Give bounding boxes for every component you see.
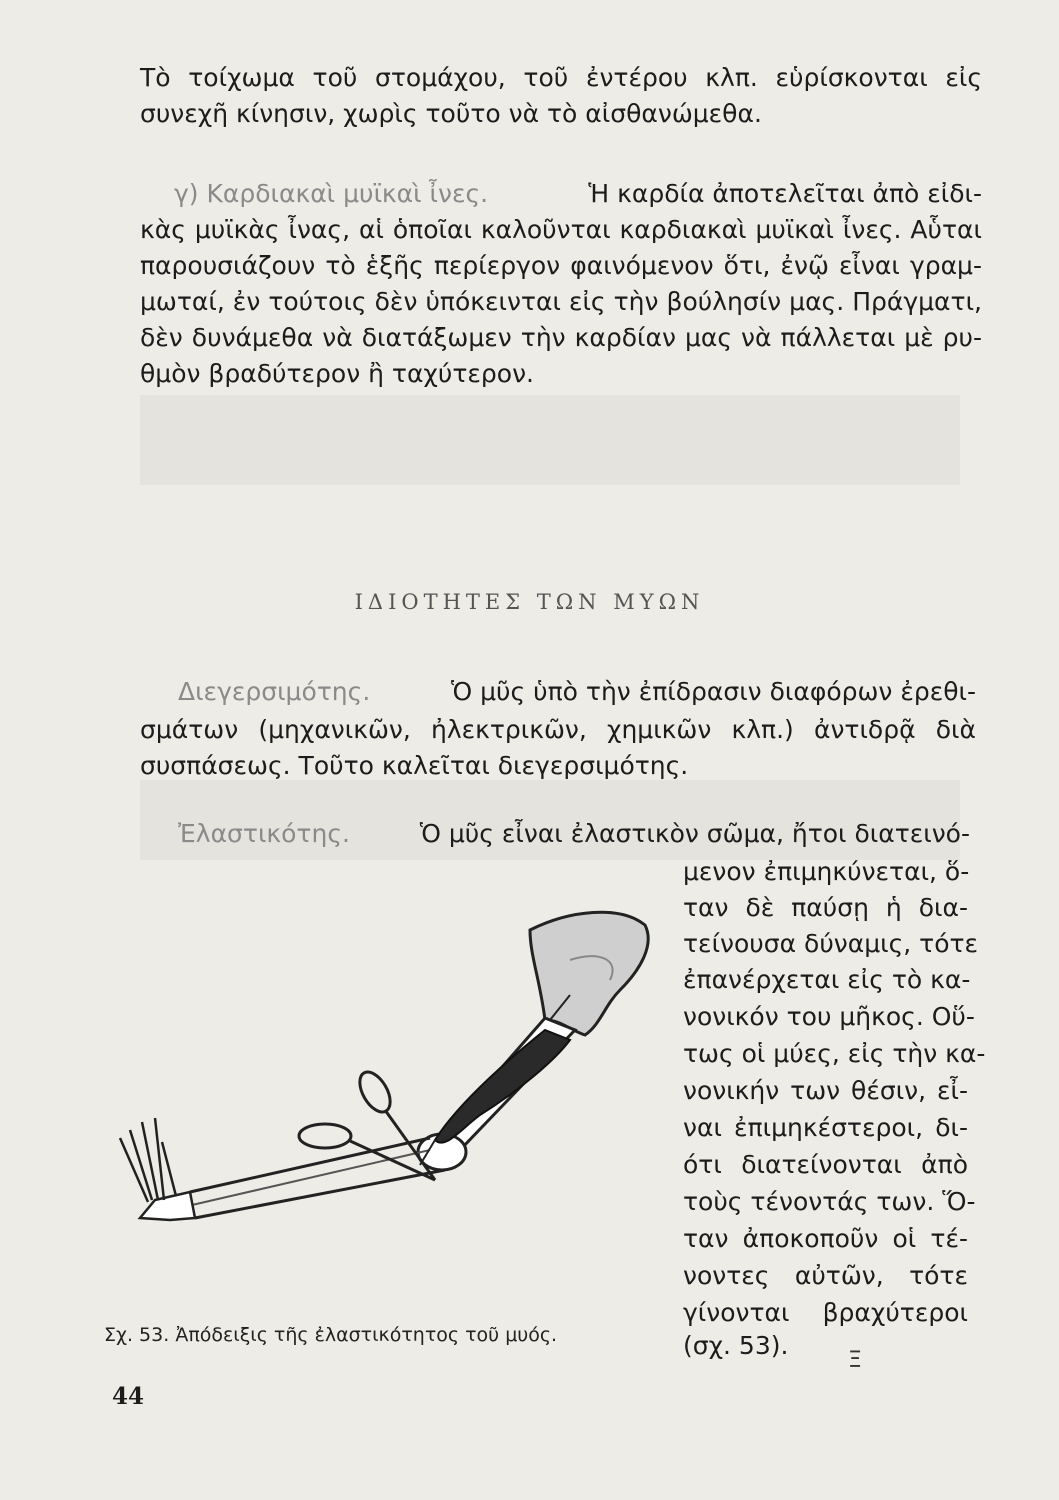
paragraph-2-line: δὲν δυνάμεθα νὰ διατάξωμεν τὴν καρδίαν μας νὰ πάλλεται μὲ ρυ- <box>140 323 982 352</box>
paragraph-4-line: τοὺς τένοντάς των. Ὅ- <box>683 1187 976 1216</box>
subsection-lead: γ) Καρδιακαὶ μυϊκαὶ ἶνες. <box>174 179 489 208</box>
paragraph-2-text: Ἡ καρδία ἀποτελεῖται ἀπὸ εἰδι- <box>588 179 982 208</box>
property-lead: Ἐλαστικότης. <box>178 819 350 848</box>
paragraph-2-line: κὰς μυϊκὰς ἶνας, αἱ ὁποῖαι καλοῦνται καρδιακαὶ μυϊκαὶ ἶνες. Αὗται <box>140 215 982 244</box>
bleed-through-shadow <box>140 395 960 485</box>
paragraph-4-first-line <box>178 818 970 850</box>
figure-caption: Σχ. 53. Ἀπόδειξις τῆς ἐλαστικότητος τοῦ μυός. <box>104 1324 558 1346</box>
paragraph-2-line: μωταί, ἐν τούτοις δὲν ὑπόκεινται εἰς τὴν βούλησίν μας. Πράγματι, <box>140 287 982 316</box>
margin-mark: Ξ <box>848 1348 862 1373</box>
paragraph-4-line: νοντες αὐτῶν, τότε <box>683 1261 968 1290</box>
paragraph-4-line: μενον ἐπιμηκύνεται, ὅ- <box>683 857 970 886</box>
paragraph-4-line: νονικήν των θέσιν, εἶ- <box>683 1076 968 1105</box>
paragraph-4-line: (σχ. 53). <box>683 1331 789 1360</box>
paragraph-3-first-line <box>178 676 976 708</box>
paragraph-1-line: Τὸ τοίχωμα τοῦ στομάχου, τοῦ ἐντέρου κλπ. εὑρίσκονται εἰς <box>140 63 982 92</box>
page-number: 44 <box>112 1383 145 1410</box>
paragraph-2-line: θμὸν βραδύτερον ἢ ταχύτερον. <box>140 359 534 388</box>
paragraph-4-line: γίνονται βραχύτεροι <box>683 1298 968 1327</box>
paragraph-3-line: σμάτων (μηχανικῶν, ἠλεκτρικῶν, χημικῶν κλπ.) ἀντιδρᾷ διὰ <box>140 715 976 744</box>
paragraph-4-line: τως οἱ μύες, εἰς τὴν κα- <box>683 1039 986 1068</box>
arm-muscle-illustration <box>100 900 660 1230</box>
paragraph-1-line: συνεχῆ κίνησιν, χωρὶς τοῦτο νὰ τὸ αἰσθανώμεθα. <box>140 99 762 128</box>
paragraph-2-first-line <box>174 178 982 210</box>
paragraph-3-text: Ὁ μῦς ὑπὸ τὴν ἐπίδρασιν διαφόρων ἐρεθι- <box>451 677 976 706</box>
paragraph-4-line: ἐπανέρχεται εἰς τὸ κα- <box>683 965 971 994</box>
paragraph-4-line: ναι ἐπιμηκέστεροι, δι- <box>683 1113 968 1142</box>
paragraph-4-text: Ὁ μῦς εἶναι ἐλαστικὸν σῶμα, ἤτοι διατεινό- <box>419 819 970 848</box>
paragraph-4-line: νονικόν του μῆκος. Οὕ- <box>683 1002 975 1031</box>
paragraph-4-line: ταν δὲ παύσῃ ἡ δια- <box>683 893 968 922</box>
paragraph-4-line: τείνουσα δύναμις, τότε <box>683 929 979 958</box>
paragraph-3-line: συσπάσεως. Τοῦτο καλεῖται διεγερσιμότης. <box>140 751 689 780</box>
property-lead: Διεγερσιμότης. <box>178 677 371 706</box>
paragraph-2-line: παρουσιάζουν τὸ ἑξῆς περίεργον φαινόμενον ὅτι, ἐνῷ εἶναι γραμ- <box>140 251 982 280</box>
paragraph-4-line: ότι διατείνονται ἀπὸ <box>683 1150 968 1179</box>
paragraph-4-line: ταν ἀποκοποῦν οἱ τέ- <box>683 1224 968 1253</box>
section-heading: ΙΔΙΟΤΗΤΕΣ ΤΩΝ ΜΥΩΝ <box>354 590 705 614</box>
